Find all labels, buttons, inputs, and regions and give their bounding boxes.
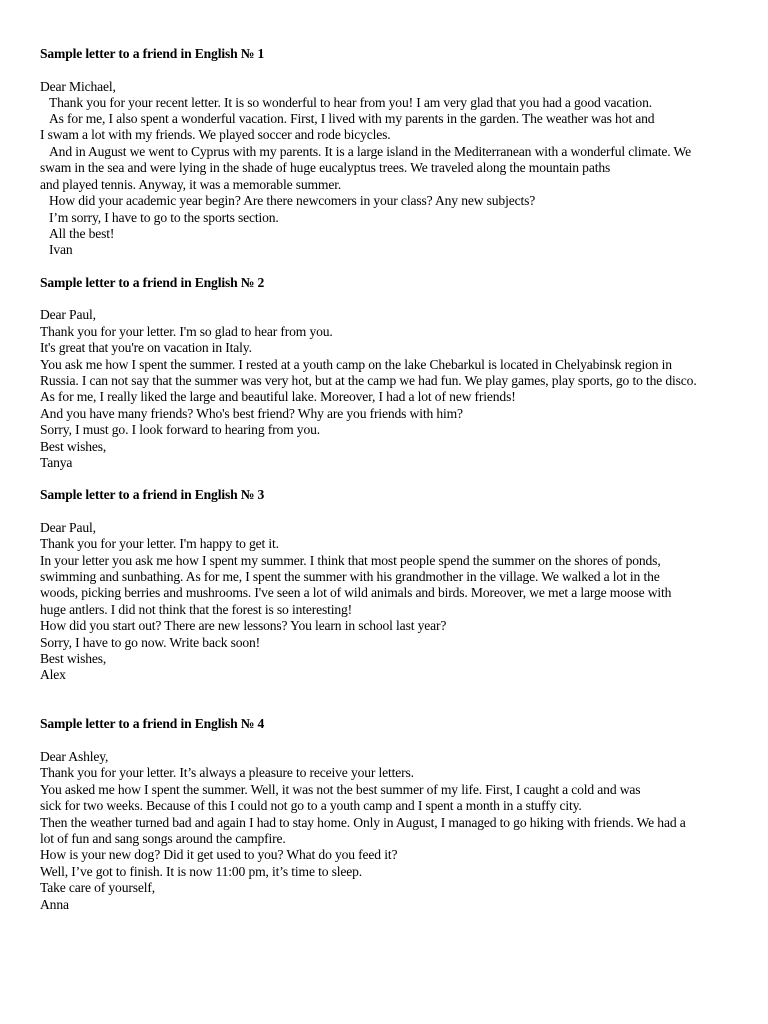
letter-3-greeting: Dear Paul,: [40, 520, 96, 535]
letter-3-line: woods, picking berries and mushrooms. I've seen a lot of wild animals and birds. Moreover, we met a large moose with: [40, 585, 672, 600]
letter-2-line: As for me, I really liked the large and beautiful lake. Moreover, I had a lot of new friends!: [40, 389, 516, 404]
letter-4-line: Thank you for your letter. It’s always a pleasure to receive your letters.: [40, 765, 414, 780]
letter-2-heading: Sample letter to a friend in English № 2: [40, 275, 265, 290]
letter-1-closing: All the best!: [49, 226, 115, 241]
letter-3-line: Sorry, I have to go now. Write back soon!: [40, 635, 261, 650]
letter-3-signature: Alex: [40, 667, 66, 682]
letter-4-line: You asked me how I spent the summer. Well, it was not the best summer of my life. First, I caught a cold and was: [40, 782, 641, 797]
letter-4-signature: Anna: [40, 897, 69, 912]
letter-3-line: In your letter you ask me how I spent my summer. I think that most people spend the summer on the shores of ponds,: [40, 553, 661, 568]
letter-3-line: swimming and sunbathing. As for me, I spent the summer with his grandmother in the village. We walked a lot in the: [40, 569, 660, 584]
letter-1-greeting: Dear Michael,: [40, 79, 116, 94]
letter-2-line: You ask me how I spent the summer. I rested at a youth camp on the lake Chebarkul is located in Chelyabinsk region in: [40, 357, 672, 372]
letter-1-line: swam in the sea and were lying in the shade of huge eucalyptus trees. We traveled along the mountain paths: [40, 160, 611, 175]
letter-1-heading: Sample letter to a friend in English № 1: [40, 46, 265, 61]
letter-4-closing: Take care of yourself,: [40, 880, 156, 895]
letter-2-line: Thank you for your letter. I'm so glad to hear from you.: [40, 324, 333, 339]
letter-2-signature: Tanya: [40, 455, 73, 470]
letter-3-line: Thank you for your letter. I'm happy to get it.: [40, 536, 279, 551]
letter-1-line: I’m sorry, I have to go to the sports section.: [49, 210, 279, 225]
letter-4-heading: Sample letter to a friend in English № 4: [40, 716, 265, 731]
letter-4-greeting: Dear Ashley,: [40, 749, 109, 764]
letter-1-line: How did your academic year begin? Are there newcomers in your class? Any new subjects?: [49, 193, 536, 208]
letter-3-closing: Best wishes,: [40, 651, 107, 666]
letter-2-line: It's great that you're on vacation in Italy.: [40, 340, 252, 355]
letter-4-line: How is your new dog? Did it get used to you? What do you feed it?: [40, 847, 398, 862]
letter-1-line: Thank you for your recent letter. It is so wonderful to hear from you! I am very glad that you had a good vacation.: [49, 95, 652, 110]
letter-2-line: Russia. I can not say that the summer was very hot, but at the camp we had fun. We play games, play sports, go to the disco.: [40, 373, 697, 388]
letter-2-line: And you have many friends? Who's best friend? Why are you friends with him?: [40, 406, 463, 421]
letter-1-line: and played tennis. Anyway, it was a memorable summer.: [40, 177, 342, 192]
letter-1-signature: Ivan: [49, 242, 73, 257]
letter-2-line: Sorry, I must go. I look forward to hearing from you.: [40, 422, 320, 437]
letter-4-line: sick for two weeks. Because of this I could not go to a youth camp and I spent a month in a stuffy city.: [40, 798, 582, 813]
letter-1-line: As for me, I also spent a wonderful vacation. First, I lived with my parents in the garden. The weather was hot and: [49, 111, 655, 126]
letter-3-line: How did you start out? There are new lessons? You learn in school last year?: [40, 618, 447, 633]
letter-1-line: I swam a lot with my friends. We played soccer and rode bicycles.: [40, 127, 391, 142]
letter-1-line: And in August we went to Cyprus with my parents. It is a large island in the Mediterranean with a wonderful climate. We: [49, 144, 691, 159]
letter-3-line: huge antlers. I did not think that the forest is so interesting!: [40, 602, 353, 617]
letter-4-line: Well, I’ve got to finish. It is now 11:00 pm, it’s time to sleep.: [40, 864, 363, 879]
letter-3-heading: Sample letter to a friend in English № 3: [40, 487, 265, 502]
letter-4-line: lot of fun and sang songs around the campfire.: [40, 831, 286, 846]
letter-4-line: Then the weather turned bad and again I had to stay home. Only in August, I managed to go hiking with friends. We had a: [40, 815, 686, 830]
letter-2-greeting: Dear Paul,: [40, 307, 96, 322]
letter-2-closing: Best wishes,: [40, 439, 107, 454]
